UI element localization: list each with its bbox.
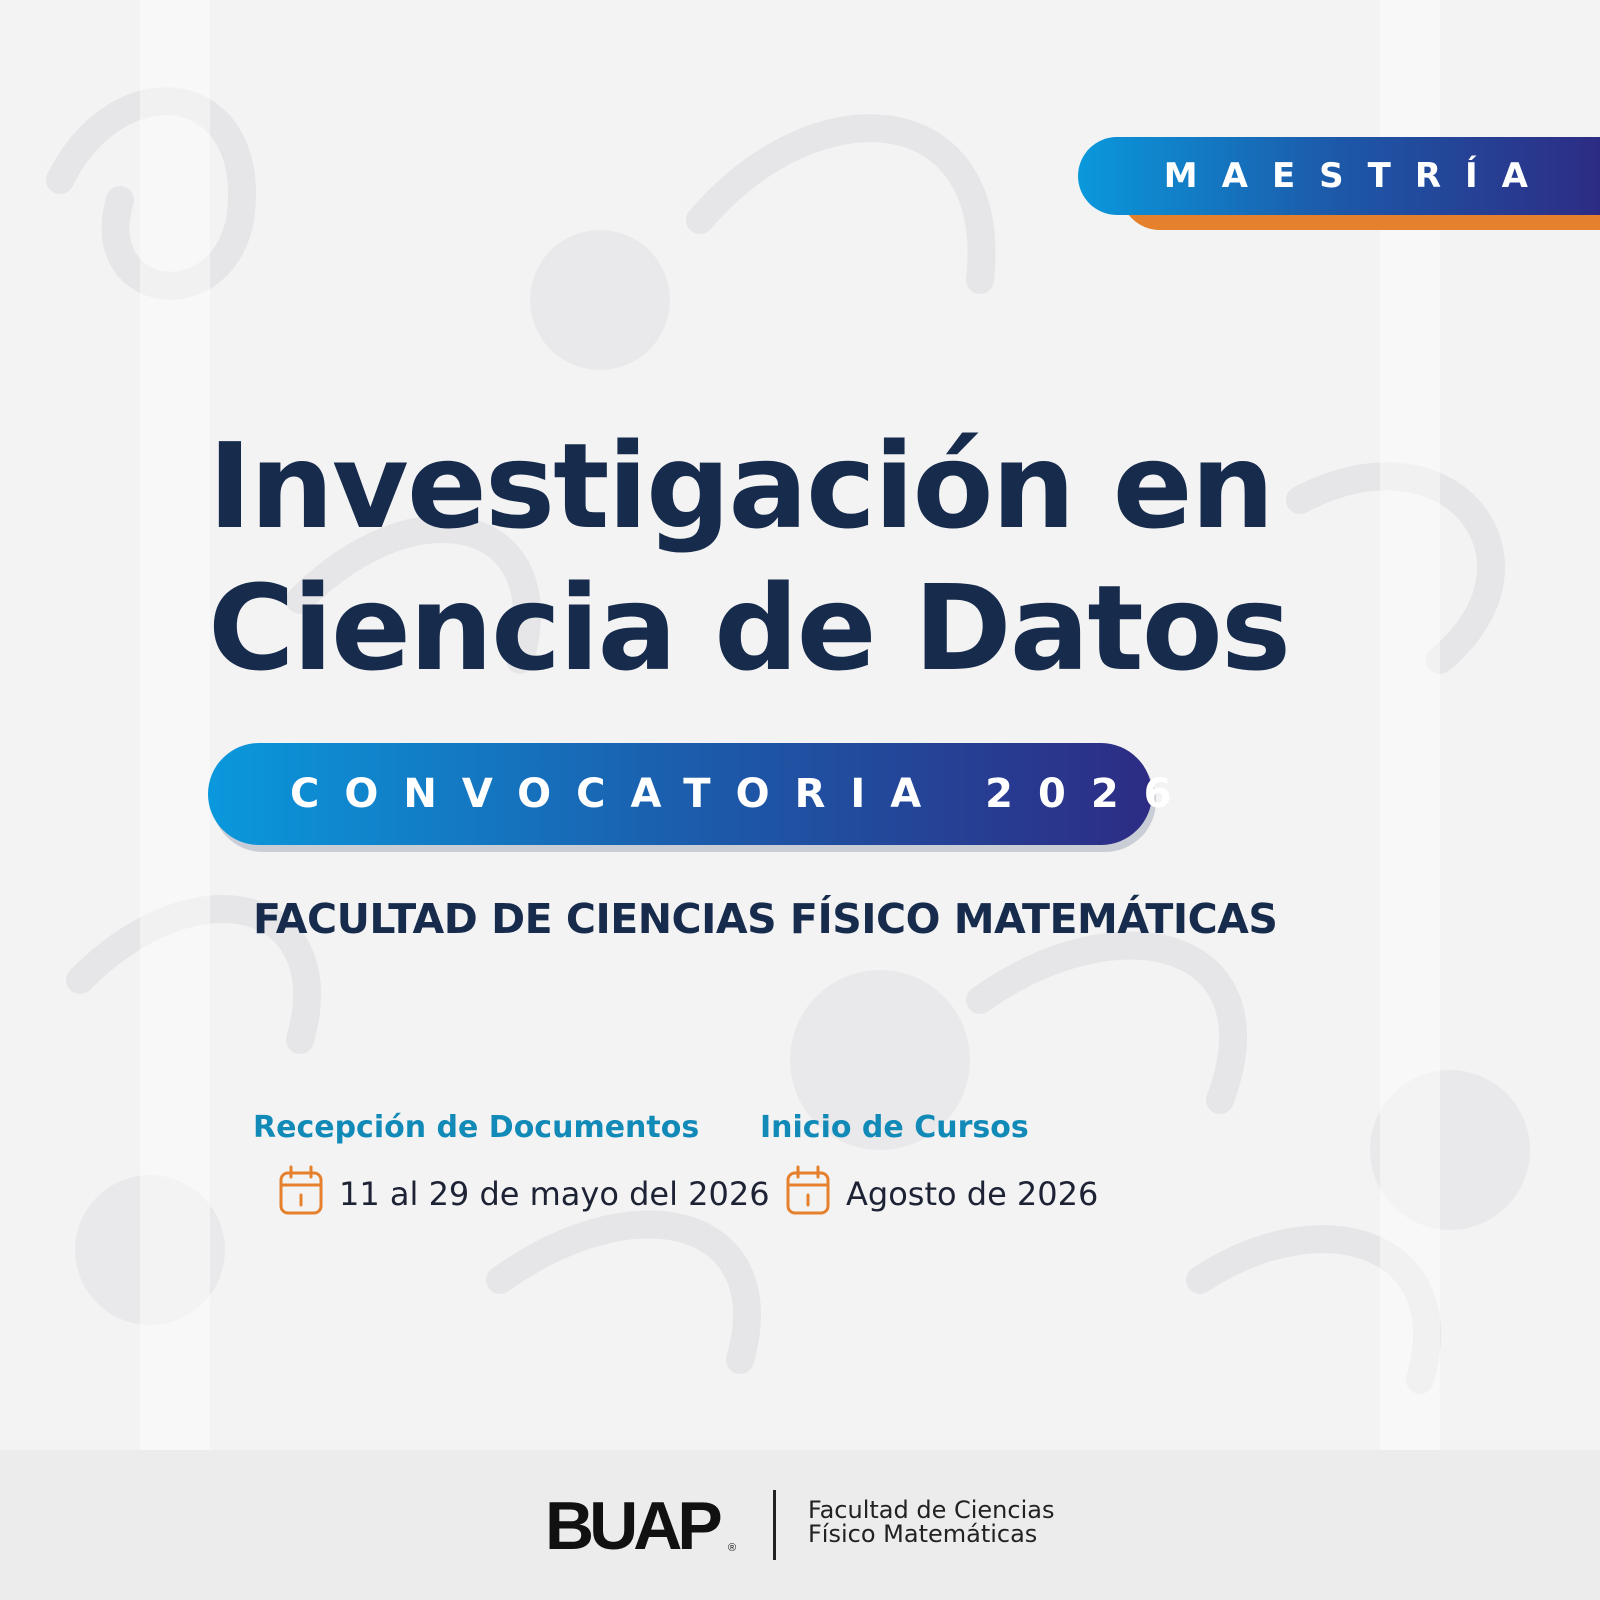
registered-mark: ® (728, 1542, 737, 1554)
footer-line-1: Facultad de Ciencias (808, 1496, 1055, 1524)
info-block-documents (253, 1110, 770, 1222)
info-row (277, 1165, 770, 1222)
buap-logo: BUAP (545, 1488, 718, 1564)
footer-line-2: Físico Matemáticas (808, 1520, 1038, 1548)
info-value: 11 al 29 de mayo del 2026 (339, 1174, 770, 1213)
footer-faculty (808, 1498, 1054, 1546)
title-line-2: Ciencia de Datos (208, 559, 1290, 697)
info-heading: Recepción de Documentos (253, 1110, 700, 1145)
program-title (208, 415, 1289, 699)
program-badge-label: MAESTRÍA (1163, 156, 1552, 196)
info-heading: Inicio de Cursos (760, 1110, 1029, 1145)
faculty-name: FACULTAD DE CIENCIAS FÍSICO MATEMÁTICAS (253, 895, 1278, 943)
footer (0, 1450, 1600, 1600)
call-banner (208, 743, 1197, 845)
info-value: Agosto de 2026 (846, 1174, 1099, 1213)
calendar-icon (277, 1165, 325, 1222)
calendar-icon (784, 1165, 832, 1222)
info-block-courses (760, 1110, 1098, 1222)
call-banner-label: CONVOCATORIA 2026 (290, 771, 1197, 817)
title-line-1: Investigación en (208, 417, 1273, 555)
info-row (784, 1165, 1098, 1222)
footer-divider (773, 1490, 776, 1560)
program-badge (1078, 137, 1600, 215)
